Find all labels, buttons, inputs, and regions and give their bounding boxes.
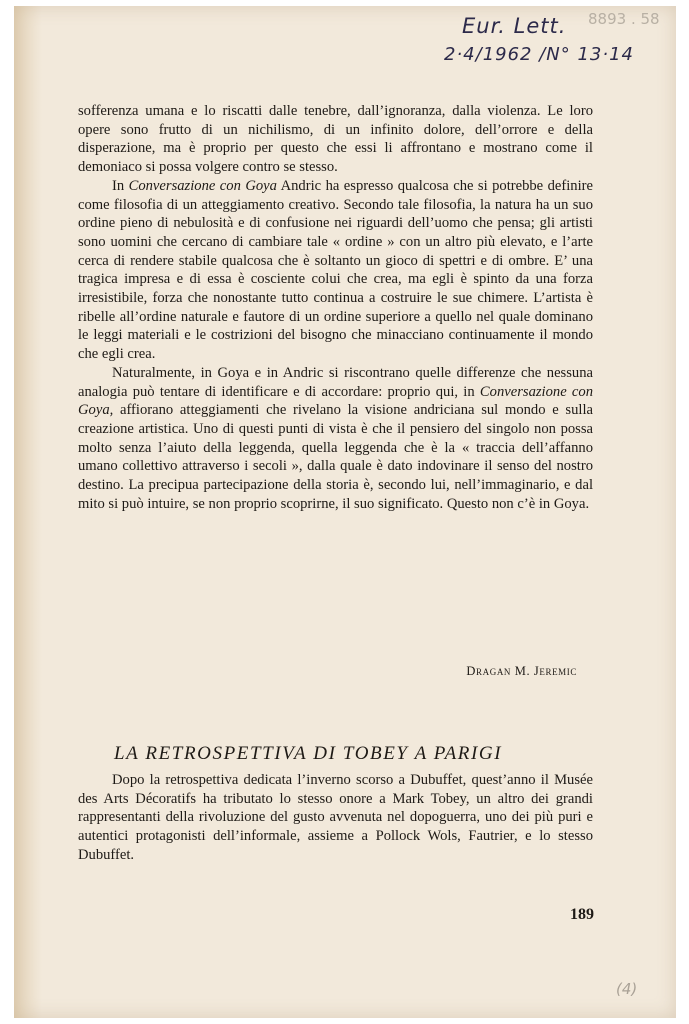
article-2-paragraph-1: Dopo la retrospettiva dedicata l’inverno scorso a Dubuffet, quest’anno il Musée des Arts Décoratifs ha tributato lo stesso onore a Mark Tobey, un altro dei grandi rappresentanti della rivoluzione del gusto avvenuta nel dopoguerra, uno dei più puri e autentici protagonisti dell’informale, assieme a Pollock Wols, Fautrier, e lo stesso Dubuffet. [78, 772, 593, 863]
paragraph-2-title-italic: Conversazione con Goya [128, 177, 277, 194]
paragraph-1: sofferenza umana e lo riscatti dalle tenebre, dall’ignoranza, dalla violenza. Le loro opere sono frutto di un nichilismo, di un infinito dolore, dell’orrore e della disperazione, ma è proprio per questo che essi li affrontano e mostrano come il demoniaco si possa volgere contro se stesso. [78, 103, 593, 176]
paragraph-2-start: In [112, 177, 129, 194]
paragraph-3-rest: affiorano atteggiamenti che rivelano la visione andriciana sul mondo e sulla creazione artistica. Uno di questi punti di vista è che il pensiero del singolo non possa molto senza l’aiuto della leggenda, quella leggenda che è la « traccia dell’affanno umano collettivo attraverso i secoli », dalla quale è dato indovinare il senso del nostro destino. La precipua partecipazione della storia è, secondo lui, nell’immaginario, e dal mito si può intuire, se non proprio scoprirne, il suo significato. Questo non c’è in Goya. [78, 402, 593, 512]
article-2-body [78, 771, 593, 865]
paragraph-3-start: Naturalmente, in Goya e in Andric si riscontrano quelle differenze che nessuna analogia può tentare di identificare e di accordare: proprio qui, in [78, 364, 593, 400]
page-number: 189 [570, 906, 594, 923]
pencil-bottom-note: (4) [616, 980, 638, 998]
author-signature: Dragan M. Jeremic [466, 664, 577, 678]
pencil-reference-number: 8893 . 58 [588, 10, 660, 28]
paragraph-3 [78, 364, 593, 514]
paragraph-2 [78, 177, 593, 364]
paragraph-3-title-italic: Conversazione con Goya, [78, 383, 594, 419]
page-edge-stain [14, 6, 42, 1018]
handwritten-date-note: 2·4/1962 /N° 13·14 [444, 44, 635, 65]
article-body [78, 102, 593, 513]
paragraph-2-rest: Andric ha espresso qualcosa che si potrebbe definire come filosofia di un atteggiamento creativo. Secondo tale filosofia, la natura ha un suo ordine pieno di nebulosità e di confusione nei riguardi dell’uomo che pensa; gli artisti sono uomini che cercano di cambiare tale « ordine » con un altro più elevato, e l’arte cerca di rendere stabile qualcosa che è soltanto un gioco di spettri e di ombre. E’ una tragica impresa e di essa è cosciente colui che crea, ma egli è spinto da una forza irresistibile, forza che nonostante tutto continua a costruire le sue chimere. L’artista è ribelle all’ordine naturale e fautore di un ordine superiore a quello nel quale dominano le leggi materiali e le costrizioni del bisogno che minacciano continuamente il mondo che egli crea. [78, 177, 593, 363]
scanned-page [14, 6, 676, 1018]
handwritten-journal-note: Eur. Lett. [462, 14, 567, 38]
section-title: LA RETROSPETTIVA DI TOBEY A PARIGI [114, 742, 503, 764]
